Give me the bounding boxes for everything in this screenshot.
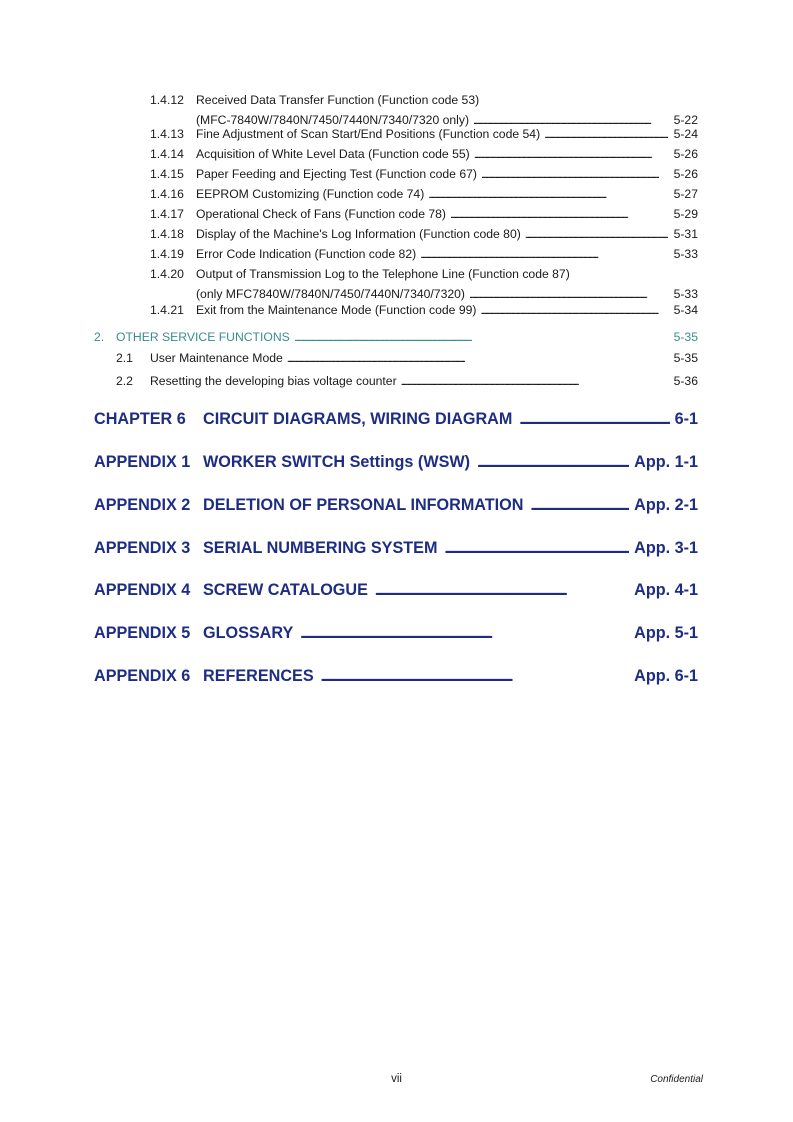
toc-entry-1-4-16[interactable]: [150, 184, 698, 204]
section-title: OTHER SERVICE FUNCTIONS: [116, 330, 290, 344]
appendix-page: App. 2-1: [634, 496, 698, 514]
toc-entry-2-2[interactable]: [116, 374, 698, 394]
entry-page: 5-33: [673, 287, 698, 301]
appendix-page: App. 3-1: [634, 539, 698, 557]
dot-leader: [375, 581, 629, 600]
page-number: vii: [391, 1073, 402, 1085]
appendix-title: SERIAL NUMBERING SYSTEM: [203, 539, 438, 557]
toc-entry-1-4-14[interactable]: [150, 144, 698, 164]
toc-entry-1-4-19[interactable]: [150, 244, 698, 264]
entry-page: 5-27: [673, 187, 698, 201]
appendix-page: App. 4-1: [634, 581, 698, 599]
entry-title: Fine Adjustment of Scan Start/End Positions (Function code 54): [196, 127, 541, 141]
entry-page: 5-22: [673, 113, 698, 127]
dot-leader: [525, 224, 668, 245]
toc-entry-1-4-21[interactable]: [150, 300, 698, 320]
entry-page: 5-34: [673, 303, 698, 317]
chapter-label: CHAPTER 6: [94, 410, 186, 428]
appendix-title: REFERENCES: [203, 667, 314, 685]
entry-number: 1.4.14: [150, 147, 184, 161]
entry-title: Resetting the developing bias voltage counter: [150, 374, 397, 388]
confidential-label: Confidential: [650, 1074, 703, 1085]
toc-appendix-5[interactable]: [94, 624, 698, 648]
entry-page: 5-26: [673, 147, 698, 161]
dot-leader: [480, 300, 667, 321]
appendix-title: WORKER SWITCH Settings (WSW): [203, 453, 471, 471]
toc-entry-1-4-17[interactable]: [150, 204, 698, 224]
entry-title: Output of Transmission Log to the Telephone Line (Function code 87): [196, 267, 570, 281]
toc-appendix-2[interactable]: [94, 496, 698, 520]
toc-appendix-6[interactable]: [94, 667, 698, 691]
entry-title-cont: (only MFC7840W/7840N/7450/7440N/7340/7320): [196, 287, 465, 301]
dot-leader: [287, 351, 668, 365]
appendix-label: APPENDIX 2: [94, 496, 191, 514]
entry-page: 5-26: [673, 167, 698, 181]
entry-number: 1.4.16: [150, 187, 184, 201]
entry-page: 5-31: [673, 227, 698, 241]
entry-number: 1.4.13: [150, 127, 184, 141]
dot-leader: [401, 374, 668, 388]
toc-entry-1-4-13[interactable]: [150, 124, 698, 144]
appendix-title: GLOSSARY: [203, 624, 294, 642]
entry-title: EEPROM Customizing (Function code 74): [196, 187, 425, 201]
entry-number: 1.4.17: [150, 207, 184, 221]
entry-page: 5-36: [673, 374, 698, 388]
toc-section-2[interactable]: [94, 330, 698, 350]
appendix-label: APPENDIX 1: [94, 453, 191, 471]
dot-leader: [321, 667, 630, 686]
dot-leader: [530, 496, 629, 515]
entry-title: Error Code Indication (Function code 82): [196, 247, 417, 261]
chapter-page: 6-1: [674, 410, 698, 428]
dot-leader: [294, 330, 668, 344]
entry-title: Paper Feeding and Ejecting Test (Function code 67): [196, 167, 477, 181]
entry-page: 5-24: [673, 127, 698, 141]
entry-number: 1.4.20: [150, 267, 184, 281]
entry-title-cont: (MFC-7840W/7840N/7450/7440N/7340/7320 only): [196, 113, 470, 127]
dot-leader: [481, 164, 668, 185]
dot-leader: [444, 539, 629, 558]
entry-number: 1.4.21: [150, 303, 184, 317]
appendix-label: APPENDIX 5: [94, 624, 191, 642]
appendix-title: DELETION OF PERSONAL INFORMATION: [203, 496, 524, 514]
appendix-label: APPENDIX 3: [94, 539, 191, 557]
entry-number: 1.4.12: [150, 93, 184, 107]
chapter-title: CIRCUIT DIAGRAMS, WIRING DIAGRAM: [203, 410, 513, 428]
entry-number: 1.4.19: [150, 247, 184, 261]
entry-title: Operational Check of Fans (Function code 78): [196, 207, 446, 221]
dot-leader: [450, 204, 668, 225]
toc-entry-1-4-18[interactable]: [150, 224, 698, 244]
dot-leader: [420, 244, 667, 265]
entry-number: 2.1: [116, 351, 133, 365]
appendix-label: APPENDIX 6: [94, 667, 191, 685]
section-page: 5-35: [673, 330, 698, 344]
appendix-page: App. 5-1: [634, 624, 698, 642]
appendix-page: App. 1-1: [634, 453, 698, 471]
toc-chapter-6[interactable]: [94, 410, 698, 434]
entry-page: 5-29: [673, 207, 698, 221]
dot-leader: [474, 144, 668, 165]
toc-entry-1-4-15[interactable]: [150, 164, 698, 184]
entry-title: Exit from the Maintenance Mode (Function code 99): [196, 303, 477, 317]
toc-entry-1-4-20[interactable]: [150, 264, 698, 304]
entry-number: 1.4.18: [150, 227, 184, 241]
toc-appendix-4[interactable]: [94, 581, 698, 605]
toc-appendix-3[interactable]: [94, 539, 698, 563]
entry-title: Received Data Transfer Function (Function code 53): [196, 93, 480, 107]
appendix-label: APPENDIX 4: [94, 581, 191, 599]
entry-title: Display of the Machine's Log Information (Function code 80): [196, 227, 521, 241]
dot-leader: [477, 453, 629, 472]
entry-page: 5-33: [673, 247, 698, 261]
entry-number: 2.2: [116, 374, 133, 388]
dot-leader: [544, 124, 667, 145]
appendix-page: App. 6-1: [634, 667, 698, 685]
appendix-title: SCREW CATALOGUE: [203, 581, 368, 599]
entry-page: 5-35: [673, 351, 698, 365]
entry-title: User Maintenance Mode: [150, 351, 283, 365]
entry-title: Acquisition of White Level Data (Function code 55): [196, 147, 470, 161]
dot-leader: [519, 410, 669, 429]
section-number: 2.: [94, 330, 105, 344]
entry-number: 1.4.15: [150, 167, 184, 181]
toc-entry-2-1[interactable]: [116, 351, 698, 371]
dot-leader: [300, 624, 629, 643]
dot-leader: [428, 184, 667, 205]
toc-appendix-1[interactable]: [94, 453, 698, 477]
